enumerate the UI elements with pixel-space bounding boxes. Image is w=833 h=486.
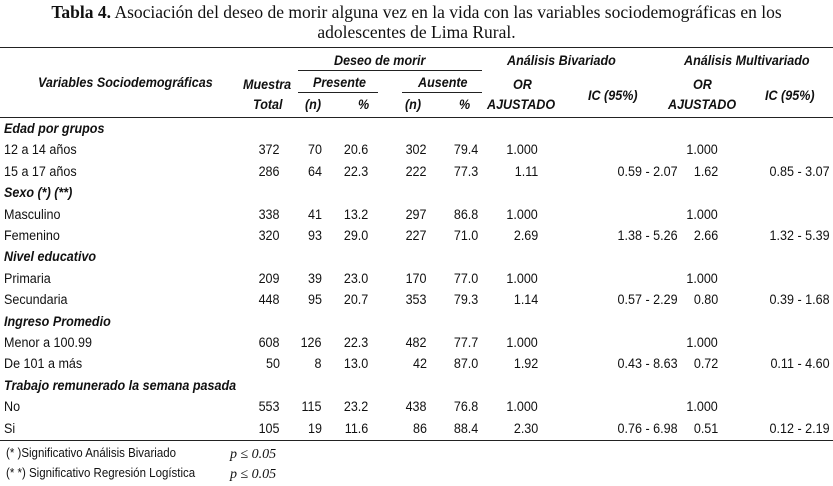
cell-ic-multivariado: 0.85 - 3.07 [769, 164, 830, 179]
row-label: Secundaria [4, 292, 68, 307]
cell-total: 320 [259, 228, 280, 243]
header-ajustado-bivariado: AJUSTADO [487, 97, 556, 112]
presente-underline [298, 92, 378, 93]
cell-ic-bivariado: 0.43 - 8.63 [617, 356, 678, 371]
cell-ausente-pct: 77.3 [453, 164, 478, 179]
cell-ic-multivariado: 0.12 - 2.19 [769, 421, 830, 436]
cell-ausente-n: 42 [413, 356, 427, 371]
section-header: Trabajo remunerado la semana pasada [4, 378, 237, 393]
cell-or-bivariado: 1.000 [506, 207, 538, 222]
footnote-regresion: (* *) Significativo Regresión Logística [6, 466, 196, 480]
row-label: No [4, 399, 21, 414]
cell-ic-bivariado: 1.38 - 5.26 [617, 228, 678, 243]
cell-presente-n: 41 [308, 207, 322, 222]
cell-presente-n: 95 [308, 292, 322, 307]
header-ajustado-multivariado: AJUSTADO [668, 97, 737, 112]
footnote-bivariado-p: p ≤ 0.05 [230, 447, 277, 462]
cell-presente-pct: 11.6 [344, 421, 368, 436]
row-label: Primaria [4, 271, 51, 286]
ausente-underline [402, 92, 482, 93]
cell-ausente-pct: 86.8 [453, 207, 478, 222]
cell-ausente-pct: 77.7 [453, 335, 478, 350]
cell-or-bivariado: 1.000 [506, 399, 538, 414]
footnote-bivariado: (* )Significativo Análisis Bivariado [6, 446, 177, 460]
cell-ausente-n: 170 [406, 271, 427, 286]
cell-total: 448 [259, 292, 280, 307]
title-line-1: Asociación del deseo de morir alguna vez en la vida con las variables sociodemográficas en los [114, 2, 782, 22]
cell-ausente-n: 482 [406, 335, 427, 350]
cell-ausente-pct: 77.0 [453, 271, 478, 286]
cell-ic-multivariado: 0.39 - 1.68 [769, 292, 830, 307]
cell-presente-pct: 20.7 [343, 292, 368, 307]
header-deseo: Deseo de morir [334, 53, 426, 68]
cell-presente-n: 64 [308, 164, 322, 179]
row-label: Menor a 100.99 [4, 335, 92, 350]
header-presente: Presente [313, 75, 367, 90]
cell-or-multivariado: 0.51 [693, 421, 718, 436]
cell-presente-pct: 22.3 [343, 335, 368, 350]
header-multivariado: Análisis Multivariado [684, 53, 810, 68]
cell-or-bivariado: 1.92 [513, 356, 538, 371]
cell-total: 372 [259, 142, 280, 157]
deseo-underline [298, 70, 482, 71]
cell-or-bivariado: 1.000 [506, 142, 538, 157]
table-bottom-rule [0, 440, 833, 441]
section-header: Edad por grupos [4, 121, 105, 136]
cell-or-multivariado: 1.000 [686, 335, 718, 350]
cell-or-multivariado: 2.66 [693, 228, 718, 243]
cell-presente-pct: 13.0 [343, 356, 368, 371]
cell-ausente-pct: 88.4 [453, 421, 478, 436]
cell-ic-multivariado: 0.11 - 4.60 [770, 356, 830, 371]
row-label: 12 a 14 años [4, 142, 77, 157]
cell-ausente-pct: 76.8 [453, 399, 478, 414]
cell-presente-pct: 23.0 [343, 271, 368, 286]
header-ic-multivariado: IC (95%) [765, 88, 815, 103]
cell-presente-n: 19 [308, 421, 322, 436]
cell-total: 209 [259, 271, 280, 286]
cell-or-multivariado: 1.000 [686, 271, 718, 286]
cell-ausente-n: 297 [406, 207, 427, 222]
table-number: Tabla 4. [51, 2, 112, 22]
header-bottom-rule [0, 117, 833, 118]
cell-presente-n: 126 [301, 335, 322, 350]
cell-or-bivariado: 1.000 [506, 335, 538, 350]
cell-or-multivariado: 1.000 [686, 142, 718, 157]
row-label: 15 a 17 años [4, 164, 77, 179]
cell-ausente-n: 86 [413, 421, 427, 436]
cell-or-bivariado: 2.30 [513, 421, 538, 436]
cell-presente-pct: 13.2 [343, 207, 368, 222]
header-variables: Variables Sociodemográficas [38, 75, 213, 90]
cell-ausente-n: 222 [406, 164, 427, 179]
section-header: Ingreso Promedio [4, 314, 111, 329]
cell-presente-pct: 22.3 [343, 164, 368, 179]
cell-or-multivariado: 0.72 [693, 356, 718, 371]
cell-ausente-pct: 79.3 [453, 292, 478, 307]
table-title [0, 2, 833, 42]
cell-total: 608 [259, 335, 280, 350]
header-total: Total [253, 97, 283, 112]
cell-presente-n: 70 [308, 142, 322, 157]
cell-total: 105 [259, 421, 280, 436]
section-header: Nivel educativo [4, 249, 97, 264]
header-muestra: Muestra [243, 77, 292, 92]
cell-ic-multivariado: 1.32 - 5.39 [769, 228, 830, 243]
cell-ausente-n: 353 [406, 292, 427, 307]
cell-or-multivariado: 1.62 [693, 164, 718, 179]
section-header: Sexo (*) (**) [4, 185, 73, 200]
header-presente-n: (n) [305, 97, 322, 112]
header-presente-pct: % [358, 97, 370, 112]
cell-presente-n: 93 [308, 228, 322, 243]
cell-or-bivariado: 1.000 [506, 271, 538, 286]
cell-presente-pct: 23.2 [343, 399, 368, 414]
row-label: De 101 a más [4, 356, 83, 371]
header-ic-bivariado: IC (95%) [588, 88, 638, 103]
cell-ausente-n: 302 [406, 142, 427, 157]
cell-ausente-n: 438 [406, 399, 427, 414]
header-ausente: Ausente [418, 75, 468, 90]
cell-presente-n: 115 [301, 399, 322, 414]
cell-presente-pct: 20.6 [343, 142, 368, 157]
cell-ic-bivariado: 0.76 - 6.98 [617, 421, 678, 436]
header-ausente-pct: % [459, 97, 471, 112]
header-bivariado: Análisis Bivariado [507, 53, 616, 68]
cell-or-multivariado: 1.000 [686, 399, 718, 414]
cell-or-multivariado: 0.80 [693, 292, 718, 307]
cell-ausente-pct: 79.4 [453, 142, 478, 157]
cell-total: 50 [266, 356, 280, 371]
row-label: Masculino [4, 207, 61, 222]
cell-or-bivariado: 2.69 [513, 228, 538, 243]
row-label: Si [4, 421, 16, 436]
cell-ic-bivariado: 0.57 - 2.29 [617, 292, 678, 307]
cell-or-bivariado: 1.14 [513, 292, 538, 307]
cell-presente-n: 8 [315, 356, 322, 371]
cell-total: 553 [259, 399, 280, 414]
header-ausente-n: (n) [405, 97, 422, 112]
title-line-2: adolescentes de Lima Rural. [317, 22, 516, 42]
cell-ausente-pct: 87.0 [453, 356, 478, 371]
cell-ausente-pct: 71.0 [453, 228, 478, 243]
top-rule [0, 47, 833, 48]
row-label: Femenino [4, 228, 60, 243]
cell-or-bivariado: 1.11 [514, 164, 538, 179]
cell-total: 338 [259, 207, 280, 222]
cell-presente-pct: 29.0 [343, 228, 368, 243]
footnote-regresion-p: p ≤ 0.05 [230, 467, 277, 482]
cell-ic-bivariado: 0.59 - 2.07 [617, 164, 678, 179]
cell-total: 286 [259, 164, 280, 179]
cell-or-multivariado: 1.000 [686, 207, 718, 222]
cell-presente-n: 39 [308, 271, 322, 286]
header-or-bivariado: OR [513, 77, 532, 92]
header-or-multivariado: OR [693, 77, 712, 92]
cell-ausente-n: 227 [406, 228, 427, 243]
